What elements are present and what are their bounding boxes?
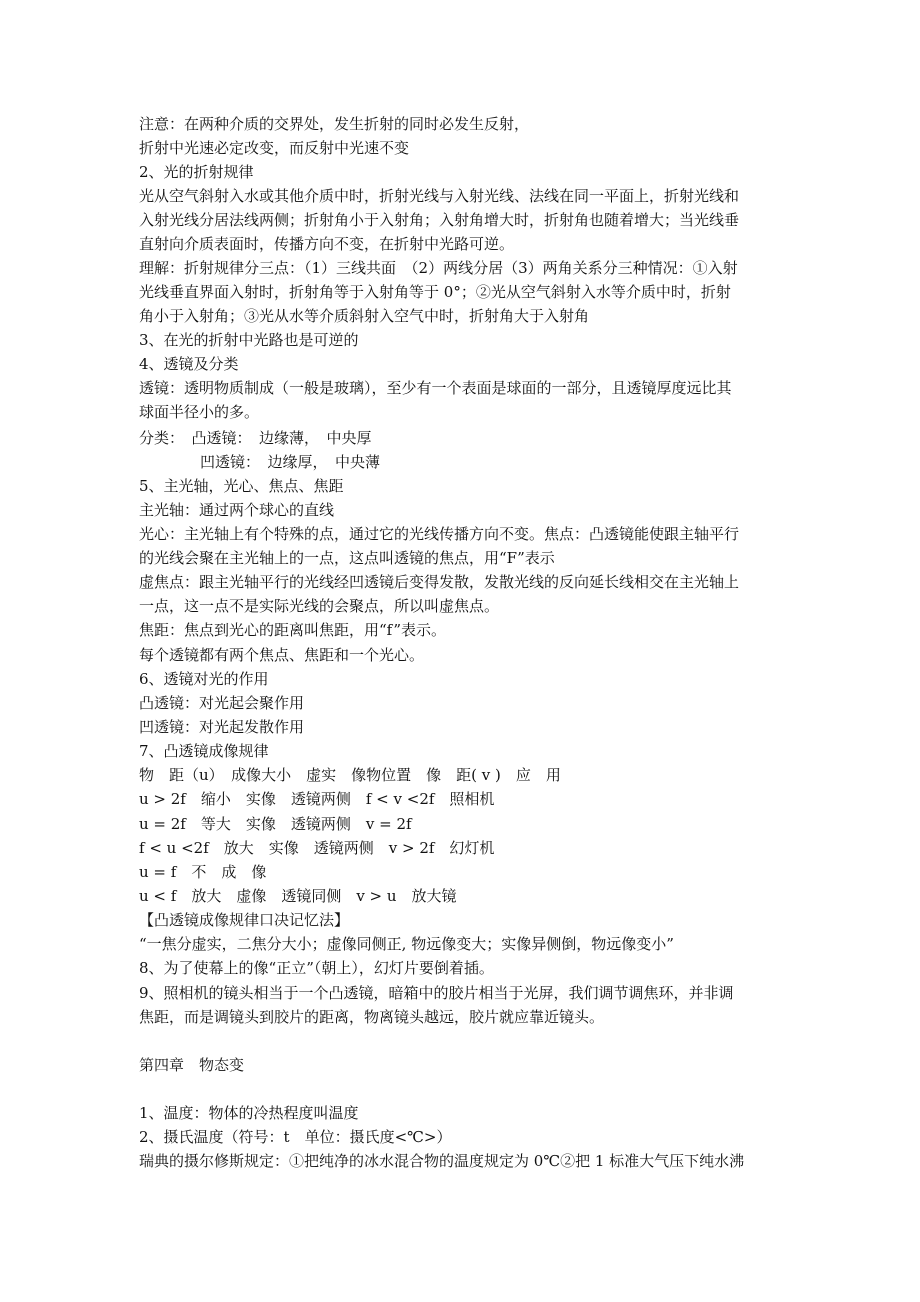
paragraph-line: 凹透镜：对光起发散作用 [139, 718, 305, 736]
paragraph-line: 1、温度：物体的冷热程度叫温度 [139, 1104, 359, 1122]
section-heading-reversible: 3、在光的折射中光路也是可逆的 [139, 331, 359, 349]
imaging-table-row: u < f 放大 虚像 透镜同侧 v > u 放大镜 [139, 887, 457, 905]
paragraph-line: 凸透镜：对光起会聚作用 [139, 694, 305, 712]
paragraph-line: 瑞典的摄尔修斯规定：①把纯净的冰水混合物的温度规定为 0℃②把 1 标准大气压下纯水沸 [139, 1152, 745, 1170]
note-line-1: 注意：在两种介质的交界处，发生折射的同时必发生反射， [139, 115, 530, 133]
paragraph-line: 光心：主光轴上有个特殊的点，通过它的光线传播方向不变。焦点：凸透镜能使跟主轴平行 [139, 525, 740, 543]
imaging-table-row: u > 2f 缩小 实像 透镜两侧 f < v <2f 照相机 [139, 790, 495, 808]
paragraph-line: 9、照相机的镜头相当于一个凸透镜，暗箱中的胶片相当于光屏，我们调节调焦环，并非调 [139, 984, 734, 1002]
paragraph-line: 虚焦点：跟主光轴平行的光线经凹透镜后变得发散，发散光线的反向延长线相交在主光轴上 [139, 573, 740, 591]
imaging-table-header: 物 距（u） 成像大小 虚实 像物位置 像 距( v ) 应 用 [139, 766, 561, 784]
section-heading-axis: 5、主光轴，光心、焦点、焦距 [139, 477, 344, 495]
imaging-table-row: f < u <2f 放大 实像 透镜两侧 v > 2f 幻灯机 [139, 839, 495, 857]
paragraph-line: 主光轴：通过两个球心的直线 [139, 501, 335, 519]
paragraph-line: 焦距：焦点到光心的距离叫焦距，用“f”表示。 [139, 621, 446, 639]
section-heading-lens: 4、透镜及分类 [139, 355, 239, 373]
section-heading-lens-effect: 6、透镜对光的作用 [139, 670, 269, 688]
paragraph-line: 8、为了使幕上的像“正立”（朝上），幻灯片要倒着插。 [139, 959, 494, 977]
mnemonic-heading: 【凸透镜成像规律口决记忆法】 [139, 911, 350, 929]
paragraph-line: 的光线会聚在主光轴上的一点，这点叫透镜的焦点，用“F”表示 [139, 549, 555, 567]
paragraph-line: 直射向介质表面时，传播方向不变，在折射中光路可逆。 [139, 235, 515, 253]
paragraph-line: 角小于入射角；③光从水等介质斜射入空气中时，折射角大于入射角 [139, 307, 590, 325]
imaging-table-row: u = f 不 成 像 [139, 863, 267, 881]
note-line-2: 折射中光速必定改变，而反射中光速不变 [139, 139, 410, 157]
paragraph-line: 焦距，而是调镜头到胶片的距离，物离镜头越远，胶片就应靠近镜头。 [139, 1008, 605, 1026]
paragraph-line: 理解：折射规律分三点：（1）三线共面 （2）两线分居（3）两角关系分三种情况：①入射 [139, 259, 738, 277]
paragraph-line: 2、摄氏温度（符号：t 单位：摄氏度<℃>） [139, 1128, 452, 1146]
paragraph-line: 透镜：透明物质制成（一般是玻璃），至少有一个表面是球面的一部分，且透镜厚度远比其 [139, 379, 732, 397]
mnemonic-text: “一焦分虚实，二焦分大小；虚像同侧正, 物远像变大；实像异侧倒，物远像变小” [139, 935, 674, 953]
paragraph-line: 一点，这一点不是实际光线的会聚点，所以叫虚焦点。 [139, 597, 500, 615]
classification-line: 分类： 凸透镜： 边缘薄， 中央厚 [139, 429, 372, 447]
chapter-heading: 第四章 物态变 [139, 1056, 245, 1074]
paragraph-line: 每个透镜都有两个焦点、焦距和一个光心。 [139, 646, 425, 664]
paragraph-line: 球面半径小的多。 [139, 403, 260, 421]
section-heading-refraction-law: 2、光的折射规律 [139, 163, 254, 181]
paragraph-line: 光线垂直界面入射时，折射角等于入射角等于 0°；②光从空气斜射入水等介质中时，折射 [139, 283, 731, 301]
section-heading-imaging: 7、凸透镜成像规律 [139, 742, 269, 760]
classification-line: 凹透镜： 边缘厚， 中央薄 [200, 453, 381, 471]
imaging-table-row: u = 2f 等大 实像 透镜两侧 v = 2f [139, 815, 412, 833]
paragraph-line: 入射光线分居法线两侧；折射角小于入射角；入射角增大时，折射角也随着增大；当光线垂 [139, 211, 740, 229]
paragraph-line: 光从空气斜射入水或其他介质中时，折射光线与入射光线、法线在同一平面上，折射光线和 [139, 187, 740, 205]
